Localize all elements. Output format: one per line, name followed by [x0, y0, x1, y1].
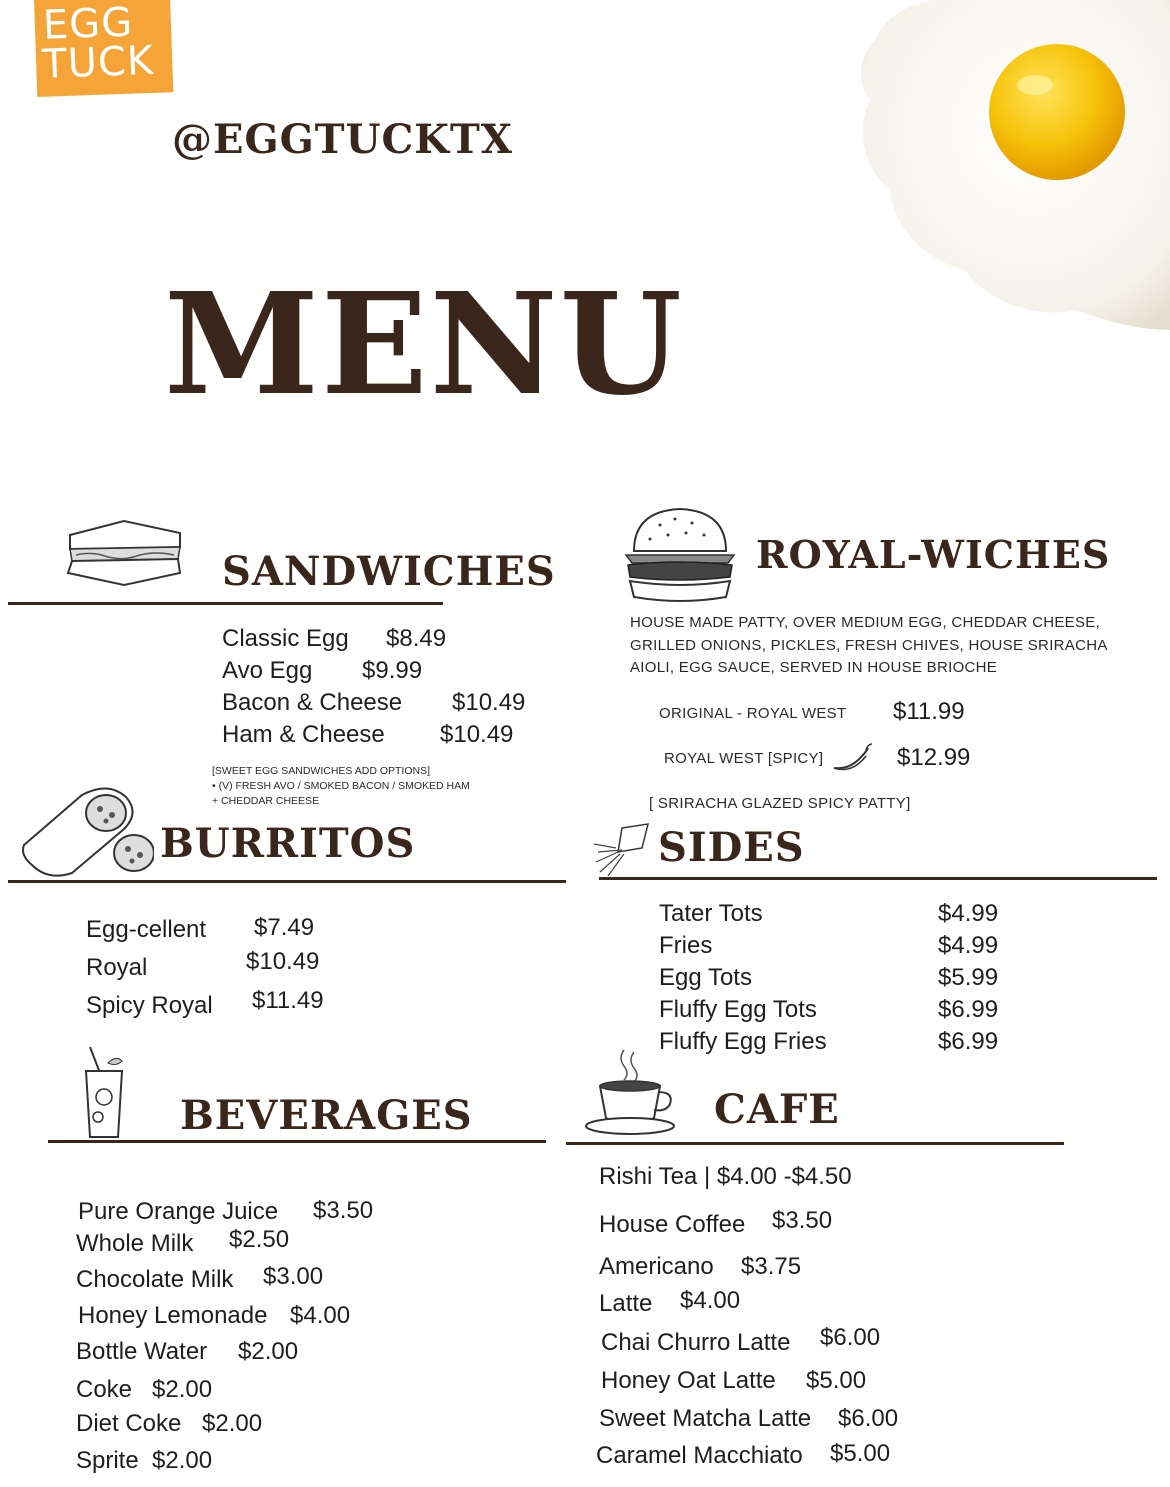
menu-item-name: ROYAL WEST [SPICY]: [664, 750, 824, 767]
menu-item-price: $8.49: [386, 625, 447, 652]
logo-text-line1: EGG: [42, 0, 134, 49]
burger-icon: [620, 505, 740, 605]
menu-item-price: $6.00: [838, 1405, 899, 1432]
menu-item-name: Rishi Tea | $4.00 -$4.50: [599, 1163, 852, 1190]
menu-item-name: Classic Egg: [222, 625, 349, 652]
divider: [8, 602, 443, 605]
sandwich-note-line2: • (V) FRESH AVO / SMOKED BACON / SMOKED HAM: [212, 780, 470, 792]
menu-item-name: Honey Oat Latte: [601, 1367, 776, 1394]
menu-item-price: $4.00: [680, 1287, 741, 1314]
menu-item-price: $5.00: [830, 1440, 891, 1467]
menu-item-price: $2.00: [202, 1410, 263, 1437]
logo-text-line2: TUCK: [41, 37, 155, 88]
menu-item-name: Caramel Macchiato: [596, 1442, 803, 1469]
menu-item-price: $3.75: [741, 1253, 802, 1280]
menu-item-price: $6.00: [820, 1324, 881, 1351]
menu-item-name: Egg-cellent: [86, 916, 207, 943]
menu-item-price: $11.49: [252, 987, 324, 1014]
menu-item-price: $10.49: [440, 721, 514, 748]
sandwich-note-line1: [SWEET EGG SANDWICHES ADD OPTIONS]: [212, 765, 431, 777]
menu-item-name: Honey Lemonade: [78, 1302, 268, 1329]
menu-item-price: $10.49: [452, 689, 526, 716]
burrito-icon: [18, 785, 154, 881]
menu-item-price: $6.99: [938, 1028, 999, 1055]
menu-item-price: $6.99: [938, 996, 999, 1023]
fries-icon: [592, 822, 652, 878]
chili-pepper-icon: [832, 742, 874, 774]
menu-item-name: Bottle Water: [76, 1338, 208, 1365]
section-title-royalwiches: ROYAL-WICHES: [756, 532, 1111, 577]
menu-item-name: House Coffee: [599, 1211, 746, 1238]
menu-item-price: $2.00: [152, 1376, 213, 1403]
menu-item-price: $3.00: [263, 1263, 324, 1290]
menu-item-name: Avo Egg: [222, 657, 313, 684]
sandwich-icon: [62, 515, 188, 589]
menu-item-name: Whole Milk: [76, 1230, 194, 1257]
coffee-cup-icon: [584, 1046, 680, 1138]
menu-item-name: Latte: [599, 1290, 653, 1317]
menu-item-price: $2.00: [238, 1338, 299, 1365]
drink-glass-icon: [80, 1045, 128, 1141]
divider: [566, 1142, 1064, 1145]
royalwiches-desc-line2: GRILLED ONIONS, PICKLES, FRESH CHIVES, HOUSE SRIRACHA: [630, 637, 1108, 654]
menu-item-name: Egg Tots: [659, 964, 752, 991]
section-title-sandwiches: SANDWICHES: [222, 548, 556, 595]
menu-item-name: Chocolate Milk: [76, 1266, 234, 1293]
royalwiches-desc-line1: HOUSE MADE PATTY, OVER MEDIUM EGG, CHEDDAR CHEESE,: [630, 614, 1101, 631]
royalwiches-desc-line3: AIOLI, EGG SAUCE, SERVED IN HOUSE BRIOCHE: [630, 659, 998, 676]
page-title: MENU: [164, 263, 684, 427]
menu-item-name: Coke: [76, 1376, 133, 1403]
fried-egg-image: [835, 0, 1170, 335]
menu-item-price: $3.50: [772, 1207, 833, 1234]
menu-item-name: Sprite: [76, 1447, 139, 1474]
menu-item-name: Diet Coke: [76, 1410, 182, 1437]
menu-item-price: $2.00: [152, 1447, 213, 1474]
menu-item-name: Tater Tots: [659, 900, 763, 927]
menu-item-name: Bacon & Cheese: [222, 689, 403, 716]
menu-item-name: ORIGINAL - ROYAL WEST: [659, 705, 847, 722]
section-title-beverages: BEVERAGES: [180, 1092, 473, 1139]
divider: [8, 880, 566, 883]
menu-item-price: $7.49: [254, 914, 315, 941]
section-title-cafe: CAFE: [714, 1086, 840, 1133]
menu-item-name: Pure Orange Juice: [78, 1198, 279, 1225]
menu-item-price: $4.00: [290, 1302, 351, 1329]
menu-item-name: Sweet Matcha Latte: [599, 1405, 812, 1432]
menu-item-name: Royal: [86, 954, 148, 981]
menu-item-name: Spicy Royal: [86, 992, 213, 1019]
sandwich-note-line3: + CHEDDAR CHEESE: [212, 795, 320, 807]
logo-badge: [34, 0, 173, 97]
royalwiches-note: [ SRIRACHA GLAZED SPICY PATTY]: [649, 795, 911, 812]
divider: [48, 1140, 546, 1143]
menu-item-price: $11.99: [893, 698, 965, 725]
menu-item-price: $5.00: [806, 1367, 867, 1394]
section-title-burritos: BURRITOS: [160, 820, 416, 867]
menu-item-price: $5.99: [938, 964, 999, 991]
menu-item-price: $2.50: [229, 1226, 290, 1253]
menu-item-name: Americano: [599, 1253, 714, 1280]
menu-item-price: $3.50: [313, 1197, 374, 1224]
social-handle: @EGGTUCKTX: [172, 116, 513, 163]
menu-item-name: Fluffy Egg Fries: [659, 1028, 827, 1055]
menu-item-name: Fluffy Egg Tots: [659, 996, 817, 1023]
section-title-sides: SIDES: [658, 824, 805, 871]
menu-item-name: Ham & Cheese: [222, 721, 385, 748]
menu-item-name: Fries: [659, 932, 713, 959]
divider: [599, 877, 1157, 880]
menu-item-price: $10.49: [246, 948, 320, 975]
menu-item-price: $4.99: [938, 932, 999, 959]
menu-item-price: $9.99: [362, 657, 423, 684]
menu-item-name: Chai Churro Latte: [601, 1329, 791, 1356]
menu-item-price: $12.99: [897, 744, 971, 771]
menu-item-price: $4.99: [938, 900, 999, 927]
